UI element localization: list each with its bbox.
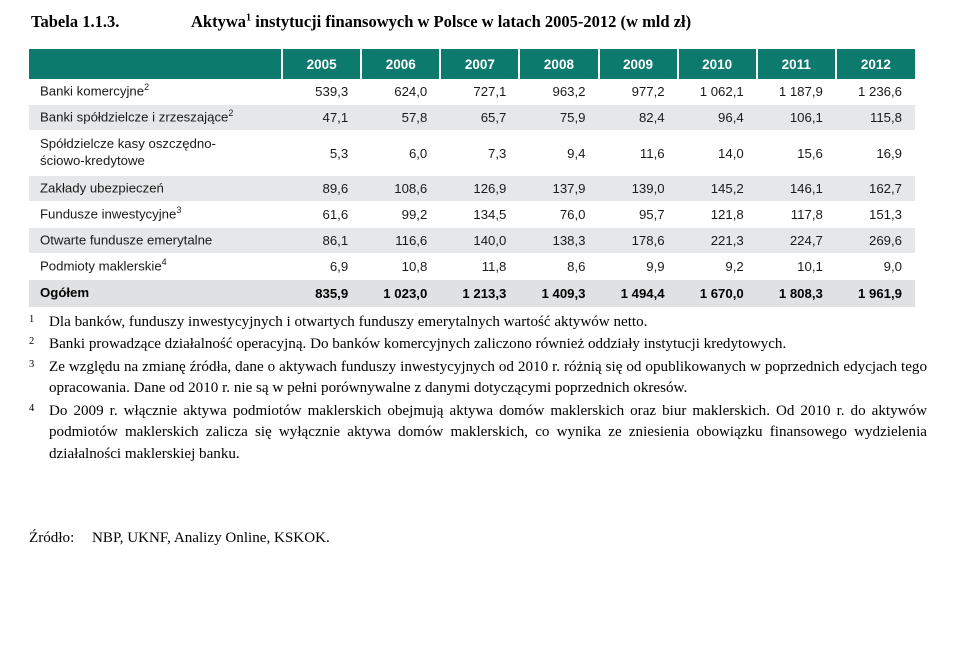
source-label: Źródło:	[29, 530, 75, 546]
cell-value: 727,1	[440, 79, 519, 105]
cell-value: 121,8	[678, 202, 757, 228]
total-value: 1 409,3	[519, 280, 598, 308]
cell-value: 10,8	[361, 254, 440, 280]
cell-value: 47,1	[282, 105, 361, 131]
cell-value: 11,6	[599, 131, 678, 176]
cell-value: 138,3	[519, 228, 598, 254]
cell-value: 95,7	[599, 202, 678, 228]
financial-assets-table-wrapper	[29, 49, 915, 307]
cell-value: 115,8	[836, 105, 915, 131]
cell-value: 106,1	[757, 105, 836, 131]
cell-value: 11,8	[440, 254, 519, 280]
cell-value: 1 187,9	[757, 79, 836, 105]
footnote-marker: 2	[29, 336, 35, 348]
row-footnote-marker: 2	[144, 82, 150, 93]
footnote-1	[29, 312, 927, 333]
footnote-marker: 1	[29, 314, 35, 325]
cell-value: 76,0	[519, 202, 598, 228]
row-label-text: Podmioty maklerskie	[40, 258, 162, 274]
footnote-text: Ze względu na zmianę źródła, dane o aktywach funduszy inwestycyjnych od 2010 r. różnią się od opublikowanych w poprzednich edycjach tego opracowania. Dane od 2010 r. nie są w pełni porównywalne z danymi dotyczącymi poprzednich okresów.	[49, 358, 927, 397]
cell-value: 126,9	[440, 176, 519, 202]
row-label-text: Banki spółdzielcze i zrzeszające	[40, 109, 229, 125]
header-cell-2005: 2005	[282, 49, 361, 79]
cell-value: 9,0	[836, 254, 915, 280]
table-header	[29, 49, 915, 79]
cell-value: 8,6	[519, 254, 598, 280]
cell-value: 65,7	[440, 105, 519, 131]
footnote-2	[29, 334, 927, 355]
table-row	[29, 202, 915, 228]
cell-value: 963,2	[519, 79, 598, 105]
table-row	[29, 105, 915, 131]
total-value: 1 961,9	[836, 280, 915, 308]
cell-value: 14,0	[678, 131, 757, 176]
row-label-text: Banki komercyjne	[40, 83, 145, 99]
row-label	[29, 131, 282, 176]
cell-value: 1 236,6	[836, 79, 915, 105]
table-row	[29, 79, 915, 105]
row-footnote-marker: 4	[161, 257, 167, 268]
cell-value: 624,0	[361, 79, 440, 105]
total-value: 1 670,0	[678, 280, 757, 308]
cell-value: 96,4	[678, 105, 757, 131]
cell-value: 99,2	[361, 202, 440, 228]
table-header-row	[29, 49, 915, 79]
table-row	[29, 176, 915, 202]
cell-value: 86,1	[282, 228, 361, 254]
title-rest: instytucji finansowych w Polsce w latach 2005-2012 (w mld zł)	[251, 12, 692, 31]
cell-value: 57,8	[361, 105, 440, 131]
footnote-text: Dla banków, funduszy inwestycyjnych i otwartych funduszy emerytalnych wartość aktywów netto.	[49, 314, 648, 330]
table-title-text	[191, 12, 691, 31]
row-label-text: Otwarte fundusze emerytalne	[40, 232, 213, 248]
cell-value: 269,6	[836, 228, 915, 254]
cell-value: 977,2	[599, 79, 678, 105]
total-value: 1 494,4	[599, 280, 678, 308]
footnote-marker: 3	[29, 358, 35, 370]
table-total-row	[29, 280, 915, 308]
row-label	[29, 228, 282, 254]
header-cell-2009: 2009	[599, 49, 678, 79]
footnote-3	[29, 357, 927, 400]
source-line	[29, 530, 330, 547]
header-cell-2008: 2008	[519, 49, 598, 79]
cell-value: 145,2	[678, 176, 757, 202]
table-title	[31, 12, 931, 32]
financial-assets-table	[29, 49, 915, 307]
total-value: 835,9	[282, 280, 361, 308]
cell-value: 9,4	[519, 131, 598, 176]
total-value: 1 213,3	[440, 280, 519, 308]
cell-value: 89,6	[282, 176, 361, 202]
footnote-text: Banki prowadzące działalność operacyjną. Do banków komercyjnych zaliczono również oddziały instytucji kredytowych.	[49, 336, 787, 353]
table-row	[29, 131, 915, 176]
cell-value: 116,6	[361, 228, 440, 254]
cell-value: 10,1	[757, 254, 836, 280]
row-label-text: Zakłady ubezpieczeń	[40, 180, 164, 196]
footnote-4	[29, 401, 927, 465]
row-label	[29, 254, 282, 280]
cell-value: 137,9	[519, 176, 598, 202]
total-row-label: Ogółem	[29, 280, 282, 308]
cell-value: 82,4	[599, 105, 678, 131]
header-cell-2006: 2006	[361, 49, 440, 79]
header-cell-2011: 2011	[757, 49, 836, 79]
footnote-text: Do 2009 r. włącznie aktywa podmiotów maklerskich obejmują aktywa domów maklerskich oraz biur maklerskich. Od 2010 r. do aktywów podmiotów maklerskich zalicza się wyłącznie aktywa domów maklerskich, co wynika ze zniesienia obowiązku finansowego wydzielenia działalności maklerskiej banku.	[49, 402, 927, 462]
cell-value: 9,9	[599, 254, 678, 280]
header-cell-category	[29, 49, 282, 79]
table-row	[29, 254, 915, 280]
cell-value: 221,3	[678, 228, 757, 254]
cell-value: 139,0	[599, 176, 678, 202]
row-label	[29, 176, 282, 202]
cell-value: 151,3	[836, 202, 915, 228]
footnotes-block	[29, 312, 927, 466]
source-text: NBP, UKNF, Analizy Online, KSKOK.	[92, 530, 330, 546]
header-cell-2007: 2007	[440, 49, 519, 79]
row-label	[29, 105, 282, 131]
table-body	[29, 79, 915, 307]
cell-value: 134,5	[440, 202, 519, 228]
cell-value: 146,1	[757, 176, 836, 202]
header-cell-2010: 2010	[678, 49, 757, 79]
cell-value: 224,7	[757, 228, 836, 254]
cell-value: 61,6	[282, 202, 361, 228]
cell-value: 75,9	[519, 105, 598, 131]
cell-value: 6,0	[361, 131, 440, 176]
row-label-text-line1: Spółdzielcze kasy oszczędno-	[40, 136, 216, 152]
cell-value: 16,9	[836, 131, 915, 176]
cell-value: 162,7	[836, 176, 915, 202]
cell-value: 6,9	[282, 254, 361, 280]
table-row	[29, 228, 915, 254]
row-label-text: Fundusze inwestycyjne	[40, 206, 177, 222]
footnote-marker: 4	[29, 402, 35, 414]
title-footnote-marker: 1	[246, 12, 252, 24]
cell-value: 9,2	[678, 254, 757, 280]
total-value: 1 808,3	[757, 280, 836, 308]
title-main: Aktywa	[191, 12, 247, 31]
row-label	[29, 202, 282, 228]
total-value: 1 023,0	[361, 280, 440, 308]
row-footnote-marker: 2	[228, 108, 234, 119]
cell-value: 1 062,1	[678, 79, 757, 105]
cell-value: 140,0	[440, 228, 519, 254]
table-number: Tabela 1.1.3.	[31, 12, 120, 31]
row-footnote-marker: 3	[176, 205, 182, 216]
cell-value: 15,6	[757, 131, 836, 176]
cell-value: 5,3	[282, 131, 361, 176]
cell-value: 539,3	[282, 79, 361, 105]
row-label	[29, 79, 282, 105]
cell-value: 108,6	[361, 176, 440, 202]
cell-value: 7,3	[440, 131, 519, 176]
cell-value: 117,8	[757, 202, 836, 228]
row-label-text-line2: ściowo-kredytowe	[40, 153, 145, 168]
header-cell-2012: 2012	[836, 49, 915, 79]
cell-value: 178,6	[599, 228, 678, 254]
